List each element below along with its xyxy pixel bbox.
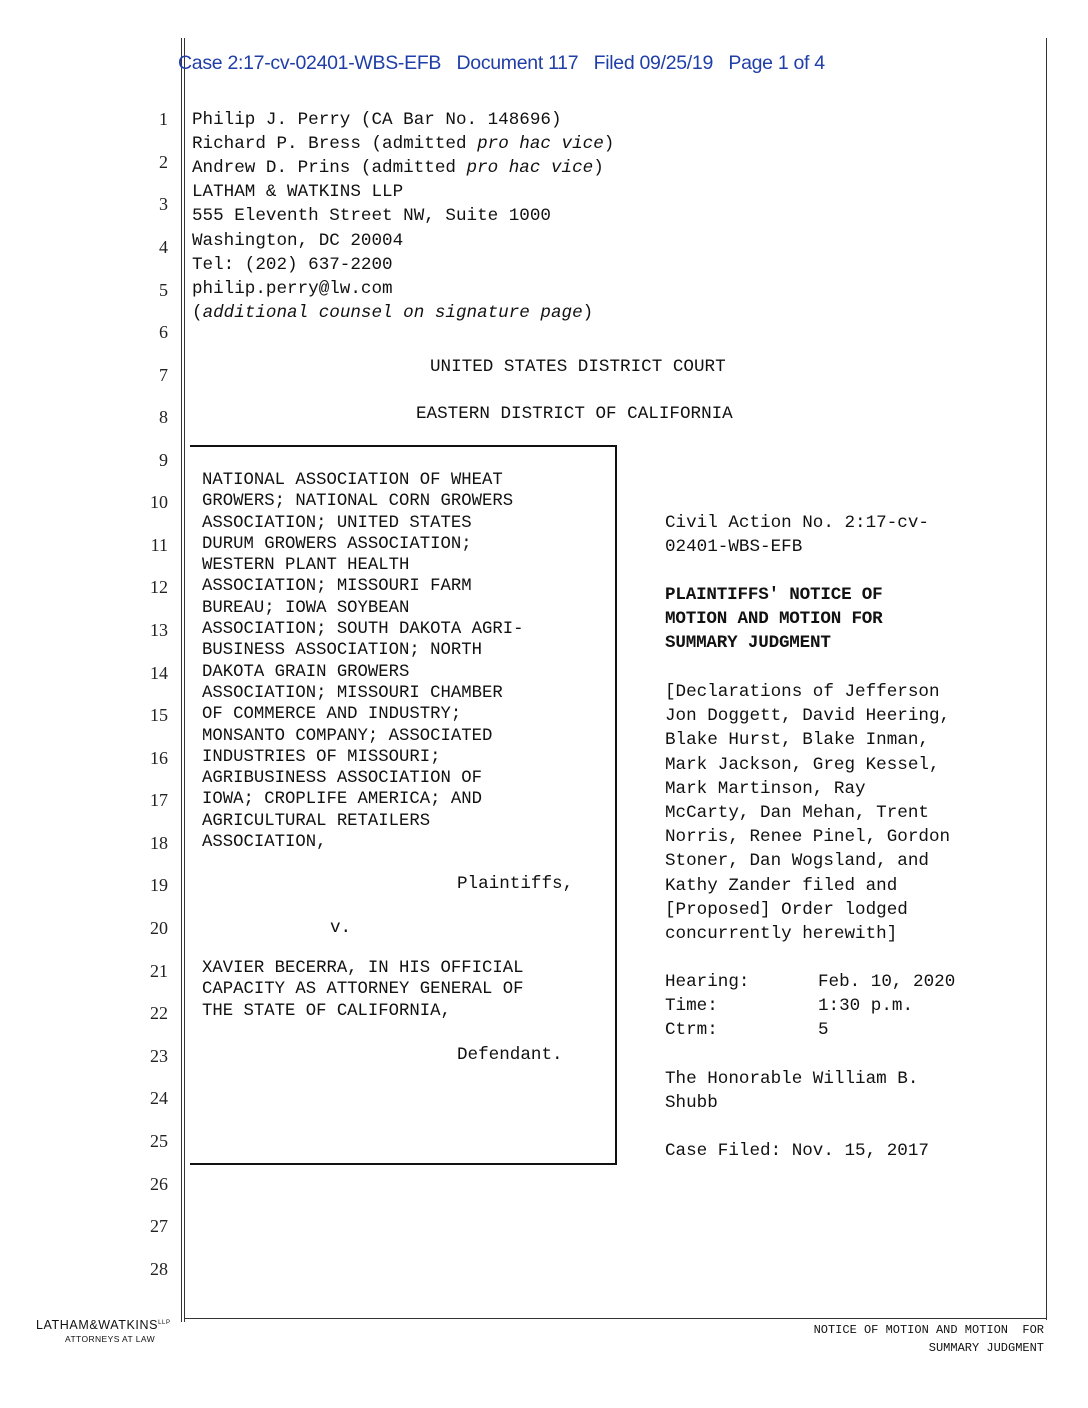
counsel-line-text: Andrew D. Prins (admitted (192, 158, 467, 178)
line-number: 9 (159, 450, 168, 470)
line-number: 2 (159, 152, 168, 172)
firm-logo (36, 1318, 171, 1332)
judge: The Honorable William B. Shubb (665, 1069, 919, 1114)
counsel-email: philip.perry@lw.com (192, 279, 393, 299)
close-paren: ) (603, 134, 615, 154)
line-number: 25 (150, 1131, 168, 1151)
counsel-line (192, 132, 614, 156)
left-margin-rule-inner (184, 38, 185, 1322)
counsel-line (192, 204, 551, 228)
counsel-line (192, 277, 393, 301)
close-paren: ) (593, 158, 604, 178)
line-number: 5 (159, 280, 168, 300)
firm-subtitle: ATTORNEYS AT LAW (65, 1334, 156, 1344)
ctrm-label: Ctrm: (665, 1020, 718, 1040)
court-name: UNITED STATES DISTRICT COURT (430, 357, 726, 377)
line-number: 7 (159, 365, 168, 385)
case-header: Case 2:17-cv-02401-WBS-EFB Document 117 Filed 09/25/19 Page 1 of 4 (178, 52, 825, 74)
line-number: 20 (150, 918, 168, 938)
plaintiffs-names: NATIONAL ASSOCIATION OF WHEAT GROWERS; NATIONAL CORN GROWERS ASSOCIATION; UNITED STATES DURUM GROWERS ASSOCIATION; WESTERN PLANT HEALTH ASSOCIATION; MISSOURI FARM BUREAU; IOWA SOYBEAN ASSOCIATION; SOUTH DAKOTA AGRI- BUSINESS ASSOCIATION; NORTH DAKOTA GRAIN GROWERS ASSOCIATION; MISSOURI CHAMBER OF COMMERCE AND INDUSTRY; MONSANTO COMPANY; ASSOCIATED INDUSTRIES OF MISSOURI; AGRIBUSINESS ASSOCIATION OF IOWA; CROPLIFE AMERICA; AND AGRICULTURAL RETAILERS ASSOCIATION, (202, 471, 524, 853)
line-number: 10 (150, 492, 168, 512)
caption-box-bottom (190, 1163, 617, 1165)
line-number: 11 (150, 535, 168, 555)
caption-box-right (615, 445, 617, 1165)
case-filed: Case Filed: Nov. 15, 2017 (665, 1141, 929, 1161)
ctrm-value: 5 (818, 1020, 829, 1040)
time-value: 1:30 p.m. (818, 996, 914, 1016)
line-number: 16 (150, 748, 168, 768)
right-margin-rule (1046, 38, 1047, 1320)
line-number: 3 (159, 194, 168, 214)
line-number: 13 (150, 620, 168, 640)
counsel-line-text: 555 Eleventh Street NW, Suite 1000 (192, 206, 551, 226)
line-number: 14 (150, 663, 168, 683)
line-number: 22 (150, 1003, 168, 1023)
counsel-line (192, 108, 562, 132)
counsel-line (192, 229, 403, 253)
court-district: EASTERN DISTRICT OF CALIFORNIA (416, 404, 733, 424)
line-number: 23 (150, 1046, 168, 1066)
open-paren: ( (192, 303, 203, 323)
counsel-line (192, 253, 393, 277)
line-number: 4 (159, 237, 168, 257)
line-number: 26 (150, 1174, 168, 1194)
line-number: 28 (150, 1259, 168, 1279)
line-number: 18 (150, 833, 168, 853)
line-number: 24 (150, 1088, 168, 1108)
caption-box-top (190, 445, 617, 447)
line-number: 27 (150, 1216, 168, 1236)
close-paren: ) (582, 303, 594, 323)
counsel-line-text: Tel: (202) 637-2200 (192, 255, 393, 275)
counsel-line (192, 180, 403, 204)
line-number: 17 (150, 790, 168, 810)
line-number: 12 (150, 577, 168, 597)
line-number: 19 (150, 875, 168, 895)
pro-hac-vice: pro hac vice (466, 158, 594, 178)
counsel-line-text: Washington, DC 20004 (192, 231, 404, 251)
versus: v. (330, 918, 352, 938)
counsel-line-text: Philip J. Perry (CA Bar No. 148696) (192, 110, 562, 130)
line-number: 21 (150, 961, 168, 981)
line-number: 6 (159, 322, 168, 342)
line-number: 15 (150, 705, 168, 725)
additional-counsel: additional counsel on signature page (202, 303, 583, 323)
line-number: 8 (159, 407, 168, 427)
plaintiffs-label: Plaintiffs, (457, 874, 574, 894)
civil-action-number: Civil Action No. 2:17-cv- 02401-WBS-EFB (665, 513, 929, 558)
time-label: Time: (665, 996, 718, 1016)
counsel-line-text: Richard P. Bress (admitted (192, 134, 478, 154)
firm-name: LATHAM&WATKINS (36, 1318, 159, 1332)
hearing-label: Hearing: (665, 972, 750, 992)
defendant-label: Defendant. (457, 1045, 563, 1065)
pro-hac-vice: pro hac vice (477, 134, 604, 154)
defendant-names: XAVIER BECERRA, IN HIS OFFICIAL CAPACITY AS ATTORNEY GENERAL OF THE STATE OF CALIFORNIA, (202, 959, 524, 1021)
bottom-rule (184, 1318, 1046, 1319)
left-margin-rule-outer (181, 38, 182, 1322)
document-title: PLAINTIFFS' NOTICE OF MOTION AND MOTION FOR SUMMARY JUDGMENT (665, 585, 883, 654)
counsel-line (192, 156, 604, 180)
counsel-line (192, 301, 593, 325)
hearing-value: Feb. 10, 2020 (818, 972, 956, 992)
line-number: 1 (159, 109, 168, 129)
counsel-line-text: LATHAM & WATKINS LLP (192, 182, 404, 202)
declarations: [Declarations of Jefferson Jon Doggett, David Heering, Blake Hurst, Blake Inman, Mark Jackson, Greg Kessel, Mark Martinson, Ray McCarty, Dan Mehan, Trent Norris, Renee Pinel, Gordon Stoner, Dan Wogsland, and Kathy Zander filed and [Proposed] Order lodged concurrently herewith] (665, 682, 951, 945)
firm-suffix: LLP (158, 1319, 171, 1326)
footer-document-title: NOTICE OF MOTION AND MOTION FOR SUMMARY JUDGMENT (813, 1323, 1044, 1355)
